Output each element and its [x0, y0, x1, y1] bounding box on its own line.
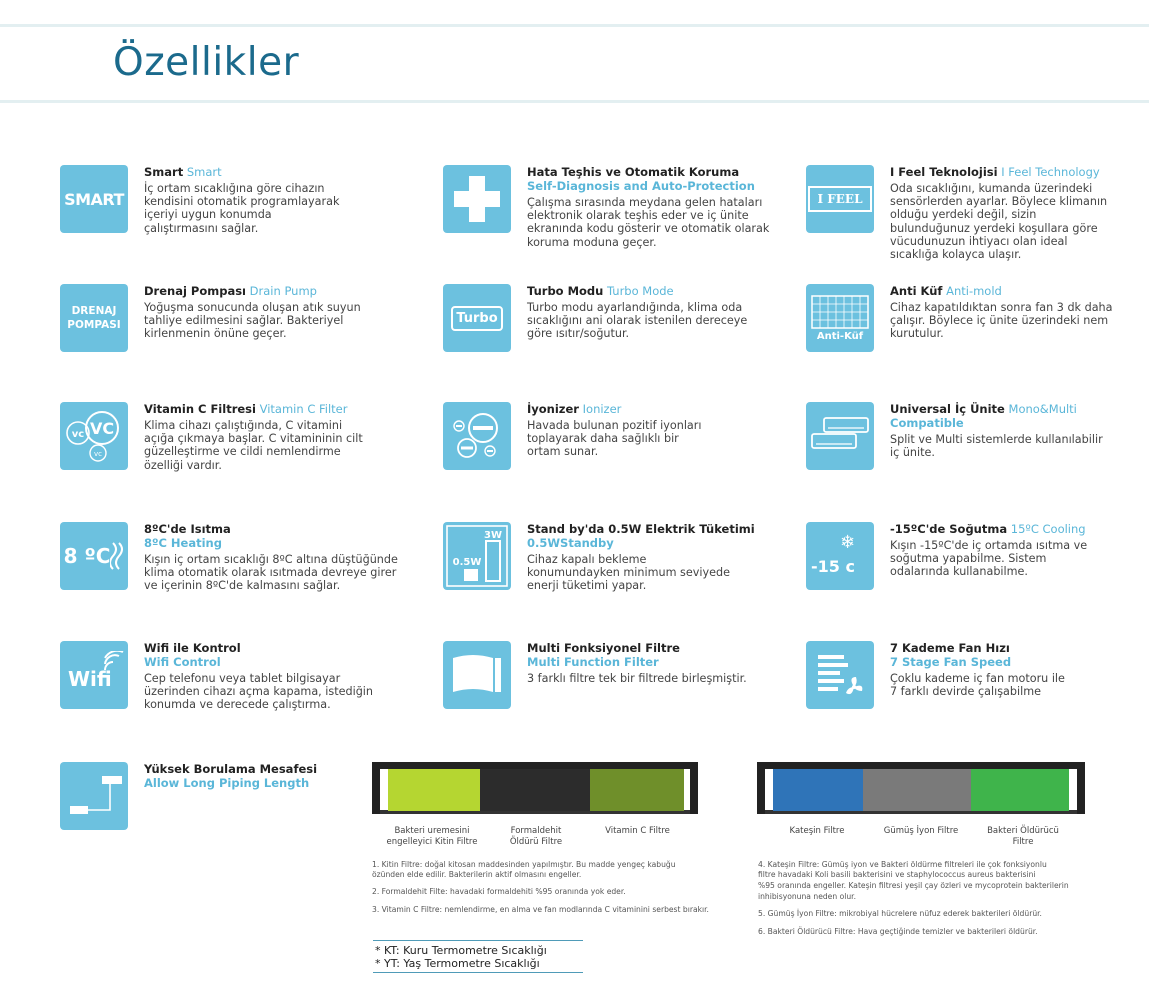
feature-i-feel — [806, 165, 1149, 262]
antibacterial-filter-swatch — [971, 769, 1069, 811]
feature-title-tr: Universal İç Ünite — [890, 402, 1005, 416]
description-line: kendisini otomatik programlayarak — [144, 195, 340, 209]
feature-description — [890, 301, 1149, 341]
cross-icon — [443, 165, 511, 233]
feature-title-en: Turbo Mode — [607, 284, 674, 298]
feature-title-en-line: Wifi Control — [144, 655, 221, 669]
description-line: sensörlerden ayarlar. Böylece klimanın — [890, 195, 1108, 209]
anti-mold-icon — [806, 284, 874, 352]
feature-description — [527, 553, 797, 593]
description-line: klima otomatik olarak ısıtmada devreye girer — [144, 566, 397, 580]
description-line: Kışın iç ortam sıcaklığı 8ºC altına düştüğünde — [144, 553, 398, 566]
description-line: göre ısıtır/soğutur. — [527, 327, 630, 341]
filter2-note-4c: %95 oranında engeller. Kateşin filtresi yeşil çay özleri ve mycoprotein bakterilerin — [758, 881, 1069, 890]
description-line: soğutma yapabilme. Sistem — [890, 552, 1047, 566]
feature-fan-speed — [806, 641, 1149, 713]
standby-icon — [443, 522, 511, 590]
feature-title-tr: Turbo Modu — [527, 284, 604, 298]
standby-3w-label: 3W — [484, 530, 502, 541]
feature-title-line — [527, 402, 797, 416]
feature-title-line — [890, 641, 1149, 655]
feature-text — [527, 402, 797, 459]
feature-description — [144, 182, 414, 235]
standby-05w-label: 0.5W — [452, 557, 482, 568]
multi-filter-icon — [443, 641, 511, 709]
anti-mold-icon-text: Anti-Küf — [816, 330, 864, 342]
description-line: konumda ve derecede çalıştırma. — [144, 698, 331, 712]
description-line: iç ünite. — [890, 446, 935, 460]
formaldehyde-filter-swatch — [480, 769, 590, 811]
description-line: güzelleştirme ve cildi nemlendirme — [144, 445, 341, 459]
indoor-unit-icon — [806, 402, 874, 470]
svg-text:vc: vc — [94, 450, 102, 458]
feature-title-tr: -15ºC'de Soğutma — [890, 522, 1008, 536]
silver-ion-filter-swatch — [863, 769, 971, 811]
feature-title-line — [144, 165, 414, 179]
feature-description — [890, 433, 1149, 459]
header-rule — [0, 100, 1149, 103]
feature-title-en-line: 8ºC Heating — [144, 536, 222, 550]
description-line: toplayarak daha sağlıklı bir — [527, 432, 679, 446]
feature-multi-filter — [443, 641, 788, 713]
feature-drain-pump — [60, 284, 405, 356]
feature-title-tr: 8ºC'de Isıtma — [144, 522, 231, 536]
feature-description — [144, 419, 414, 472]
feature-description — [144, 301, 414, 341]
feature-title-en: 15ºC Cooling — [1010, 522, 1086, 536]
description-line: Split ve Multi sistemlerde kullanılabilir — [890, 433, 1103, 446]
feature-heating-8c — [60, 522, 405, 594]
turbo-icon-text: Turbo — [456, 310, 498, 326]
feature-title-line — [144, 522, 414, 536]
description-line: ekranında kodu gösterir ve otomatik olarak — [527, 222, 770, 236]
feature-text — [144, 522, 414, 593]
feature-description — [144, 553, 414, 593]
description-line: tahliye edilmesini sağlar. Bakteriyel — [144, 314, 344, 328]
feature-ionizer — [443, 402, 788, 474]
feature-title-en: Anti-mold — [946, 284, 1002, 298]
feature-title-en: Mono&Multi — [1008, 402, 1077, 416]
feature-title-tr: I Feel Teknolojisi — [890, 165, 998, 179]
feature-anti-mold — [806, 284, 1149, 356]
feature-text — [527, 165, 797, 249]
description-line: üzerinden cihazı açma kapama, istediğin — [144, 685, 374, 699]
description-line: Çoklu kademe iç fan motoru ile — [890, 672, 1065, 685]
description-line: kirlenmenin önüne geçer. — [144, 327, 287, 341]
feature-description — [144, 672, 414, 712]
feature-title-line — [890, 165, 1149, 179]
description-line: içeriyi uygun konumda — [144, 208, 272, 222]
feature-description — [890, 539, 1149, 579]
feature-title-en-line: Compatible — [890, 416, 964, 430]
feature-title-tr: Yüksek Borulama Mesafesi — [144, 762, 318, 776]
description-line: Klima cihazı çalıştığında, C vitamini — [144, 419, 343, 432]
feature-title-line — [527, 165, 797, 179]
filter-image-1 — [370, 760, 700, 820]
feature-title-line — [527, 641, 797, 655]
feature-title-en-line: Self-Diagnosis and Auto-Protection — [527, 179, 755, 193]
feature-title-en: Vitamin C Filter — [259, 402, 348, 416]
footnote-box — [373, 940, 583, 973]
feature-description — [527, 672, 797, 685]
description-line: çalışır. Böylece iç ünite üzerindeki nem — [890, 314, 1109, 328]
feature-text — [144, 284, 414, 341]
filter1-note-1a: 1. Kitin Filtre: doğal kitosan maddesinden yapılmıştır. Bu madde yengeç kabuğu — [372, 860, 676, 869]
feature-description — [527, 301, 797, 341]
filter2-note-4d: inhibisyonuna neden olur. — [758, 892, 856, 901]
smart-icon — [60, 165, 128, 233]
description-line: vücudunuzun ihtiyacı olan ideal — [890, 234, 1068, 248]
feature-title-line — [527, 522, 797, 536]
i-feel-icon — [806, 165, 874, 233]
feature-cross — [443, 165, 788, 249]
description-line: ve içerinin 8ºC'de kalmasını sağlar. — [144, 579, 341, 593]
description-line: olduğu yerdeki değil, sizin — [890, 208, 1037, 222]
smart-icon-text: SMART — [64, 189, 124, 209]
filter1-note-1b: özünden elde edilir. Bakterilerin aktif olmasını engeller. — [372, 870, 582, 879]
feature-title-tr: Vitamin C Filtresi — [144, 402, 256, 416]
description-line: Turbo modu ayarlandığında, klima oda — [527, 301, 743, 314]
description-line: 3 farklı filtre tek bir filtrede birleşmiştir. — [527, 672, 747, 685]
feature-text — [527, 522, 797, 593]
top-rule — [0, 24, 1149, 27]
description-line: Cihaz kapatıldıktan sonra fan 3 dk daha — [890, 301, 1113, 314]
feature-title-en: Ionizer — [582, 402, 622, 416]
filter-label-vitamin-c: Vitamin C Filtre — [605, 826, 670, 836]
feature-title-en: I Feel Technology — [1001, 165, 1100, 179]
feature-title-en-line: Allow Long Piping Length — [144, 776, 310, 790]
feature-text — [890, 402, 1149, 459]
description-line: Kışın -15ºC'de iç ortamda ısıtma ve — [890, 539, 1088, 552]
footnote-kt: * KT: Kuru Termometre Sıcaklığı — [375, 944, 547, 957]
feature-title-tr: Multi Fonksiyonel Filtre — [527, 641, 680, 655]
ionizer-icon — [443, 402, 511, 470]
feature-vitamin-c — [60, 402, 405, 474]
description-line: elektronik olarak teşhis eder ve iç ünite — [527, 209, 749, 223]
description-line: konumundayken minimum seviyede — [527, 566, 730, 580]
feature-description — [890, 672, 1149, 698]
description-line: odalarında kullanabilme. — [890, 565, 1028, 579]
filter-label-formaldehyde: Formaldehit Öldürü Filtre — [509, 826, 563, 847]
feature-title-line — [144, 284, 414, 298]
fan-speed-icon — [806, 641, 874, 709]
feature-cooling-15c — [806, 522, 1149, 594]
vitamin-c-icon — [60, 402, 128, 470]
feature-text — [527, 641, 797, 685]
feature-title-tr: Anti Küf — [890, 284, 943, 298]
feature-text — [890, 641, 1149, 698]
filter1-note-3: 3. Vitamin C Filtre: nemlendirme, en alma ve fan modlarında C vitaminini serbest bırakır. — [372, 905, 709, 914]
description-line: kurutulur. — [890, 327, 944, 341]
description-line: Yoğuşma sonucunda oluşan atık suyun — [144, 301, 361, 314]
feature-text — [890, 165, 1149, 261]
filter2-note-6: 6. Bakteri Öldürücü Filtre: Hava geçtiğinde temizler ve bakterileri öldürür. — [758, 927, 1038, 936]
svg-text:vc: vc — [71, 429, 85, 440]
feature-title-line — [890, 522, 1149, 536]
filter-label-catechin: Kateşin Filtre — [789, 826, 845, 836]
cooling-15c-icon: ❄ -15 c — [806, 522, 874, 590]
heating-8c-icon — [60, 522, 128, 590]
heat-icon-text: 8 ºC — [63, 544, 111, 568]
filter-image-2 — [755, 760, 1087, 820]
feature-indoor-unit — [806, 402, 1149, 474]
wifi-icon: Wifi — [60, 641, 128, 709]
feature-title-line — [144, 402, 414, 416]
feature-title-line — [890, 284, 1149, 298]
description-line: özelliği vardır. — [144, 458, 222, 472]
feature-title-tr: Hata Teşhis ve Otomatik Koruma — [527, 165, 740, 179]
description-line: Cep telefonu veya tablet bilgisayar — [144, 672, 341, 685]
filter-label-antibacterial: Bakteri Öldürücü Filtre — [987, 826, 1059, 847]
feature-smart — [60, 165, 405, 237]
feature-title-tr: 7 Kademe Fan Hızı — [890, 641, 1010, 655]
kitin-filter-swatch — [388, 769, 480, 811]
description-line: sıcaklığını ani olarak istenilen dereceye — [527, 314, 748, 328]
feature-text — [890, 522, 1149, 579]
description-line: açığa çıkmaya başlar. C vitamininin cilt — [144, 432, 363, 446]
feature-text — [527, 284, 797, 341]
filter2-note-4b: filtre havadaki Koli basili bakterisini ve staphylococcus aureus bakterisini — [758, 870, 1036, 879]
filter1-note-2: 2. Formaldehit Filte: havadaki formaldehiti %95 oranında yok eder. — [372, 887, 626, 896]
feature-title-tr: İyonizer — [527, 402, 579, 416]
page-title: Özellikler — [113, 40, 300, 85]
description-line: ortam sunar. — [527, 445, 599, 459]
description-line: Cihaz kapalı bekleme — [527, 553, 647, 566]
feature-title-en: Smart — [186, 165, 222, 179]
cool-icon-text: -15 c — [811, 557, 855, 576]
feature-text — [144, 402, 414, 472]
turbo-icon — [443, 284, 511, 352]
drain-pump-icon — [60, 284, 128, 352]
drain-icon-text: DRENAJ POMPASI — [67, 305, 121, 331]
description-line: Çalışma sırasında meydana gelen hataları — [527, 196, 763, 209]
feature-piping — [60, 762, 405, 834]
description-line: Havada bulunan pozitif iyonları — [527, 419, 702, 432]
piping-icon — [60, 762, 128, 830]
vitamin-c-filter-swatch — [590, 769, 684, 811]
description-line: 7 farklı devirde çalışabilme — [890, 685, 1041, 699]
feature-title-tr: Wifi ile Kontrol — [144, 641, 241, 655]
description-line: İç ortam sıcaklığına göre cihazın — [144, 182, 325, 195]
description-line: koruma moduna geçer. — [527, 235, 657, 249]
footnote-yt: * YT: Yaş Termometre Sıcaklığı — [375, 957, 540, 970]
feature-title-line — [527, 284, 797, 298]
catechin-filter-swatch — [773, 769, 863, 811]
feature-title-line — [890, 402, 1149, 416]
feature-wifi — [60, 641, 405, 713]
feature-title-tr: Smart — [144, 165, 184, 179]
filter2-note-4a: 4. Kateşin Filtre: Gümüş iyon ve Bakteri öldürme filtreleri ile çok fonksiyonlu — [758, 860, 1047, 869]
feature-title-en-line: 7 Stage Fan Speed — [890, 655, 1012, 669]
feature-title-en-line: Multi Function Filter — [527, 655, 659, 669]
filter-label-silver-ion: Gümüş İyon Filtre — [883, 826, 959, 836]
feature-title-tr: Stand by'da 0.5W Elektrik Tüketimi — [527, 522, 755, 536]
svg-text:VC: VC — [89, 419, 115, 438]
feature-turbo — [443, 284, 788, 356]
feature-title-tr: Drenaj Pompası — [144, 284, 247, 298]
feature-description — [890, 182, 1149, 261]
description-line: enerji tüketimi yapar. — [527, 579, 647, 593]
description-line: çalıştırmasını sağlar. — [144, 221, 259, 235]
feature-title-line — [144, 641, 414, 655]
feature-text — [144, 641, 414, 712]
filter-label-kitin: Bakteri uremesini engelleyici Kitin Filtre — [386, 826, 478, 847]
feature-standby — [443, 522, 788, 594]
feature-title-en-line: 0.5WStandby — [527, 536, 614, 550]
filter2-note-5: 5. Gümüş İyon Filtre: mikrobiyal hücrelere nüfuz ederek bakterileri öldürür. — [758, 909, 1042, 918]
feature-description — [527, 196, 797, 249]
feature-description — [527, 419, 797, 459]
description-line: bulunduğunuz yerdeki koşullara göre — [890, 221, 1098, 235]
feature-text — [144, 165, 414, 235]
i-feel-icon-text: I FEEL — [817, 192, 863, 206]
feature-text — [890, 284, 1149, 341]
feature-title-en: Drain Pump — [249, 284, 317, 298]
description-line: sıcaklığa kolayca ulaşır. — [890, 248, 1022, 262]
description-line: Oda sıcaklığını, kumanda üzerindeki — [890, 182, 1093, 195]
